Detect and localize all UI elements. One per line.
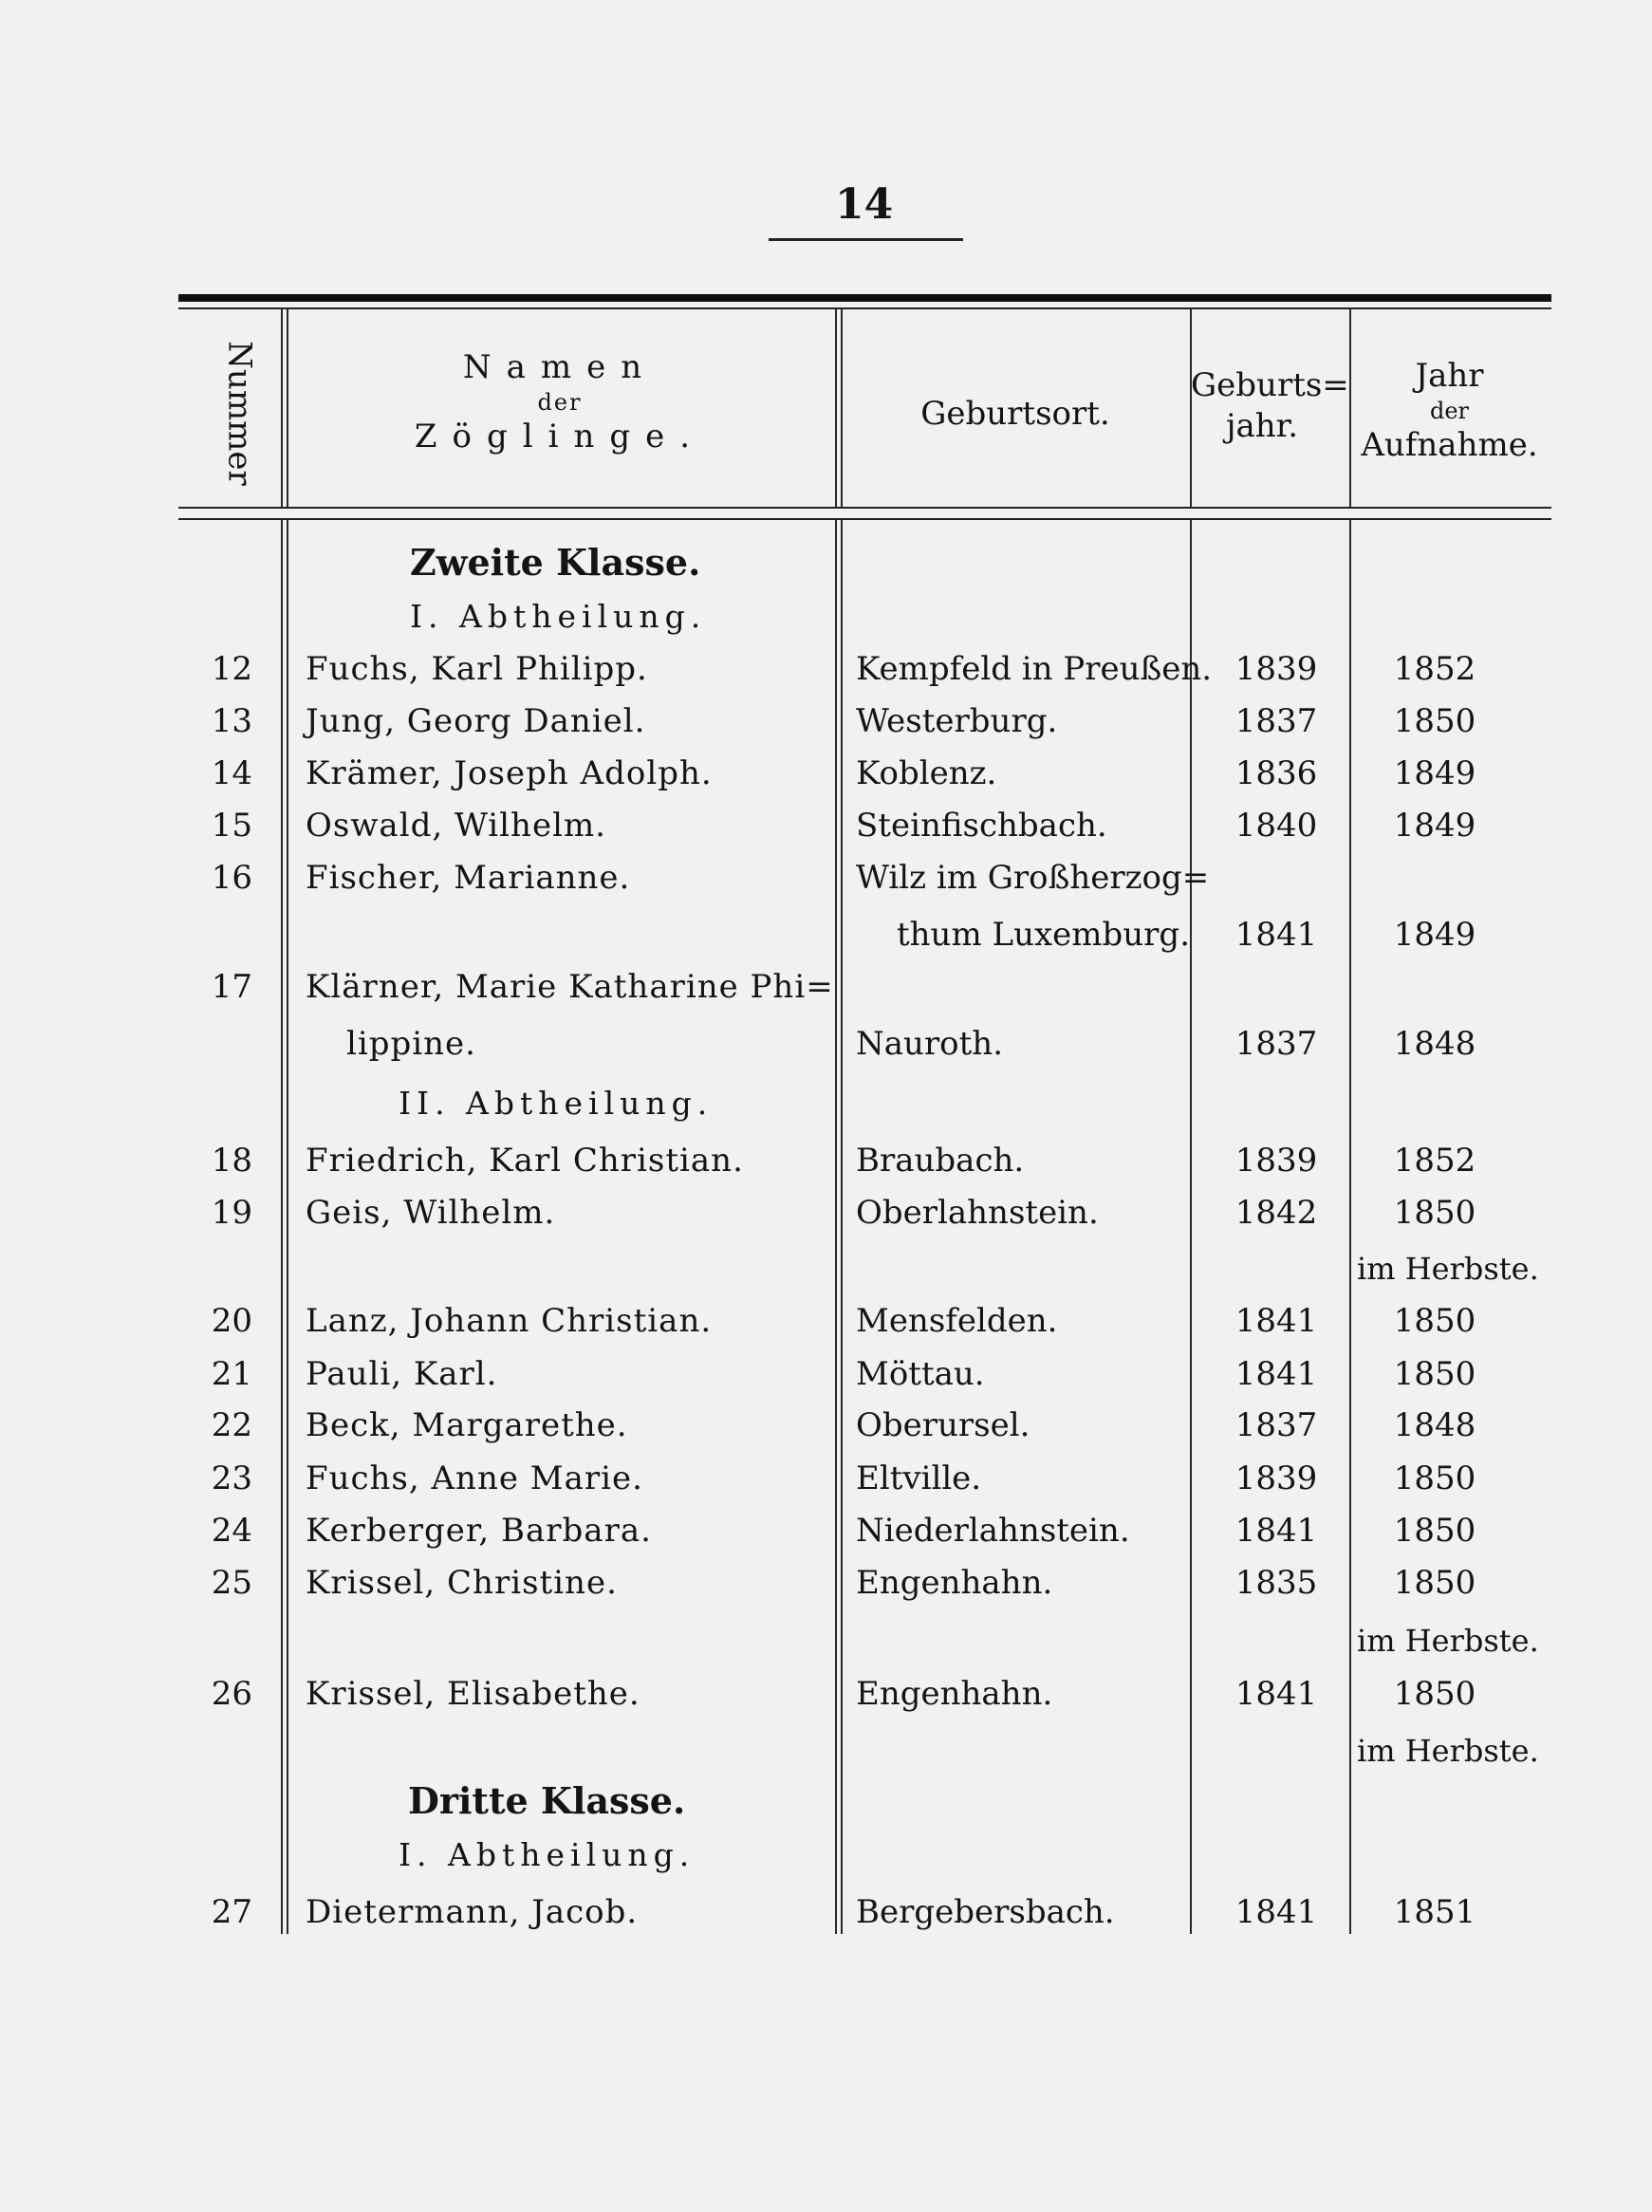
row-admitted: 1849 bbox=[1393, 807, 1476, 845]
col-divider-2c bbox=[835, 520, 837, 1934]
subsection-abtheilung-1b: I. Abtheilung. bbox=[399, 1836, 696, 1873]
row-place: Niederlahnstein. bbox=[856, 1512, 1130, 1550]
row-place: Oberlahnstein. bbox=[856, 1194, 1099, 1232]
row-number: 25 bbox=[211, 1564, 252, 1602]
row-born: 1841 bbox=[1234, 1675, 1318, 1713]
row-place: Möttau. bbox=[856, 1355, 985, 1393]
row-place: Westerburg. bbox=[856, 702, 1058, 740]
section-dritte-klasse: Dritte Klasse. bbox=[408, 1779, 686, 1822]
col-divider-1a bbox=[281, 309, 283, 507]
header-names-line3: Zöglinge. bbox=[414, 417, 706, 455]
header-names-line1: Namen bbox=[462, 348, 658, 386]
row-number: 19 bbox=[211, 1194, 252, 1232]
section-zweite-klasse: Zweite Klasse. bbox=[410, 541, 701, 584]
row-number: 26 bbox=[211, 1675, 252, 1713]
row-name: Oswald, Wilhelm. bbox=[306, 807, 606, 845]
header-bottom-rule bbox=[178, 507, 1551, 509]
row-name: Geis, Wilhelm. bbox=[306, 1194, 556, 1232]
subsection-abtheilung-2: II. Abtheilung. bbox=[399, 1085, 714, 1122]
col-divider-3b bbox=[1190, 520, 1192, 1934]
header-birthplace: Geburtsort. bbox=[920, 395, 1110, 433]
row-name: Klärner, Marie Katharine Phi= bbox=[306, 968, 834, 1006]
page-number: 14 bbox=[835, 180, 894, 229]
header-bottom-rule-2 bbox=[178, 518, 1551, 520]
row-admitted: 1850 bbox=[1393, 1302, 1476, 1340]
row-name: Pauli, Karl. bbox=[306, 1355, 498, 1393]
row-admitted: 1848 bbox=[1393, 1406, 1476, 1444]
row-place: Eltville. bbox=[856, 1459, 982, 1497]
row-place-continued: thum Luxemburg. bbox=[897, 916, 1191, 954]
row-number: 17 bbox=[211, 968, 252, 1006]
row-admitted: 1852 bbox=[1393, 650, 1476, 688]
row-number: 22 bbox=[211, 1406, 252, 1444]
row-born: 1839 bbox=[1234, 650, 1318, 688]
col-divider-2a bbox=[835, 309, 837, 507]
row-place: Kempfeld in Preußen. bbox=[856, 650, 1213, 688]
row-name: Kerberger, Barbara. bbox=[306, 1512, 652, 1550]
row-name-continued: lippine. bbox=[346, 1025, 476, 1063]
header-number-label: Nummer bbox=[220, 341, 259, 486]
col-divider-4b bbox=[1349, 520, 1351, 1934]
row-name: Fuchs, Karl Philipp. bbox=[306, 650, 648, 688]
row-number: 18 bbox=[211, 1142, 252, 1180]
row-place: Koblenz. bbox=[856, 754, 997, 792]
row-name: Lanz, Johann Christian. bbox=[306, 1302, 713, 1340]
row-place: Bergebersbach. bbox=[856, 1893, 1115, 1931]
row-number: 27 bbox=[211, 1893, 252, 1931]
row-name: Dietermann, Jacob. bbox=[306, 1893, 639, 1931]
row-admitted: 1850 bbox=[1393, 1355, 1476, 1393]
row-place: Braubach. bbox=[856, 1142, 1025, 1180]
row-admitted: 1849 bbox=[1393, 754, 1476, 792]
subsection-abtheilung-1: I. Abtheilung. bbox=[410, 598, 707, 635]
row-admitted: 1852 bbox=[1393, 1142, 1476, 1180]
col-divider-4a bbox=[1349, 309, 1351, 507]
row-born: 1837 bbox=[1234, 1406, 1318, 1444]
row-place: Mensfelden. bbox=[856, 1302, 1058, 1340]
col-divider-1c bbox=[281, 520, 283, 1934]
row-born: 1841 bbox=[1234, 1302, 1318, 1340]
row-born: 1841 bbox=[1234, 1893, 1318, 1931]
table-top-rule-thin bbox=[178, 307, 1551, 309]
row-born: 1841 bbox=[1234, 916, 1318, 954]
row-number: 15 bbox=[211, 807, 252, 845]
row-admitted: 1850 bbox=[1393, 1194, 1476, 1232]
header-admission bbox=[1352, 356, 1547, 465]
row-born: 1835 bbox=[1234, 1564, 1318, 1602]
row-admitted: 1850 bbox=[1393, 1564, 1476, 1602]
table-top-rule bbox=[178, 294, 1551, 302]
row-note: im Herbste. bbox=[1357, 1733, 1539, 1769]
row-number: 16 bbox=[211, 859, 252, 897]
col-divider-2d bbox=[841, 520, 843, 1934]
row-name: Krämer, Joseph Adolph. bbox=[306, 754, 713, 792]
col-divider-2b bbox=[841, 309, 843, 507]
row-admitted: 1849 bbox=[1393, 916, 1476, 954]
row-name: Krissel, Christine. bbox=[306, 1564, 618, 1602]
row-number: 14 bbox=[211, 754, 252, 792]
header-names-line2: der bbox=[537, 388, 583, 416]
row-born: 1836 bbox=[1234, 754, 1318, 792]
header-birthyear bbox=[1191, 365, 1349, 446]
col-divider-1b bbox=[287, 309, 288, 507]
row-note: im Herbste. bbox=[1357, 1251, 1539, 1287]
row-admitted: 1851 bbox=[1393, 1893, 1476, 1931]
row-place: Engenhahn. bbox=[856, 1564, 1053, 1602]
header-admission-line2: der bbox=[1429, 397, 1470, 424]
row-number: 23 bbox=[211, 1459, 252, 1497]
row-name: Krissel, Elisabethe. bbox=[306, 1675, 640, 1713]
row-born: 1841 bbox=[1234, 1355, 1318, 1393]
row-name: Fischer, Marianne. bbox=[306, 859, 631, 897]
row-born: 1837 bbox=[1234, 1025, 1318, 1063]
row-born: 1842 bbox=[1234, 1194, 1318, 1232]
row-place: Wilz im Großherzog= bbox=[856, 859, 1210, 897]
col-divider-1d bbox=[287, 520, 288, 1934]
row-name: Fuchs, Anne Marie. bbox=[306, 1459, 643, 1497]
header-admission-line1: Jahr bbox=[1415, 357, 1484, 395]
row-born: 1841 bbox=[1234, 1512, 1318, 1550]
row-place: Engenhahn. bbox=[856, 1675, 1053, 1713]
header-number bbox=[186, 341, 271, 486]
row-name: Friedrich, Karl Christian. bbox=[306, 1142, 744, 1180]
header-names bbox=[304, 347, 816, 456]
row-admitted: 1850 bbox=[1393, 1675, 1476, 1713]
row-place: Steinfischbach. bbox=[856, 807, 1107, 845]
row-number: 21 bbox=[211, 1355, 252, 1393]
row-number: 20 bbox=[211, 1302, 252, 1340]
row-place: Oberursel. bbox=[856, 1406, 1030, 1444]
header-birthyear-line1: Geburts= bbox=[1191, 366, 1349, 404]
row-born: 1837 bbox=[1234, 702, 1318, 740]
row-admitted: 1850 bbox=[1393, 1459, 1476, 1497]
page-number-rule bbox=[769, 238, 963, 241]
row-place: Nauroth. bbox=[856, 1025, 1004, 1063]
row-born: 1839 bbox=[1234, 1142, 1318, 1180]
row-name: Jung, Georg Daniel. bbox=[306, 702, 646, 740]
row-name: Beck, Margarethe. bbox=[306, 1406, 628, 1444]
row-number: 13 bbox=[211, 702, 252, 740]
row-admitted: 1850 bbox=[1393, 1512, 1476, 1550]
row-admitted: 1848 bbox=[1393, 1025, 1476, 1063]
header-birthyear-line2: jahr. bbox=[1225, 406, 1299, 445]
row-note: im Herbste. bbox=[1357, 1623, 1539, 1659]
row-number: 24 bbox=[211, 1512, 252, 1550]
row-born: 1840 bbox=[1234, 807, 1318, 845]
row-number: 12 bbox=[211, 650, 252, 688]
row-born: 1839 bbox=[1234, 1459, 1318, 1497]
row-admitted: 1850 bbox=[1393, 702, 1476, 740]
header-admission-line3: Aufnahme. bbox=[1361, 425, 1538, 464]
